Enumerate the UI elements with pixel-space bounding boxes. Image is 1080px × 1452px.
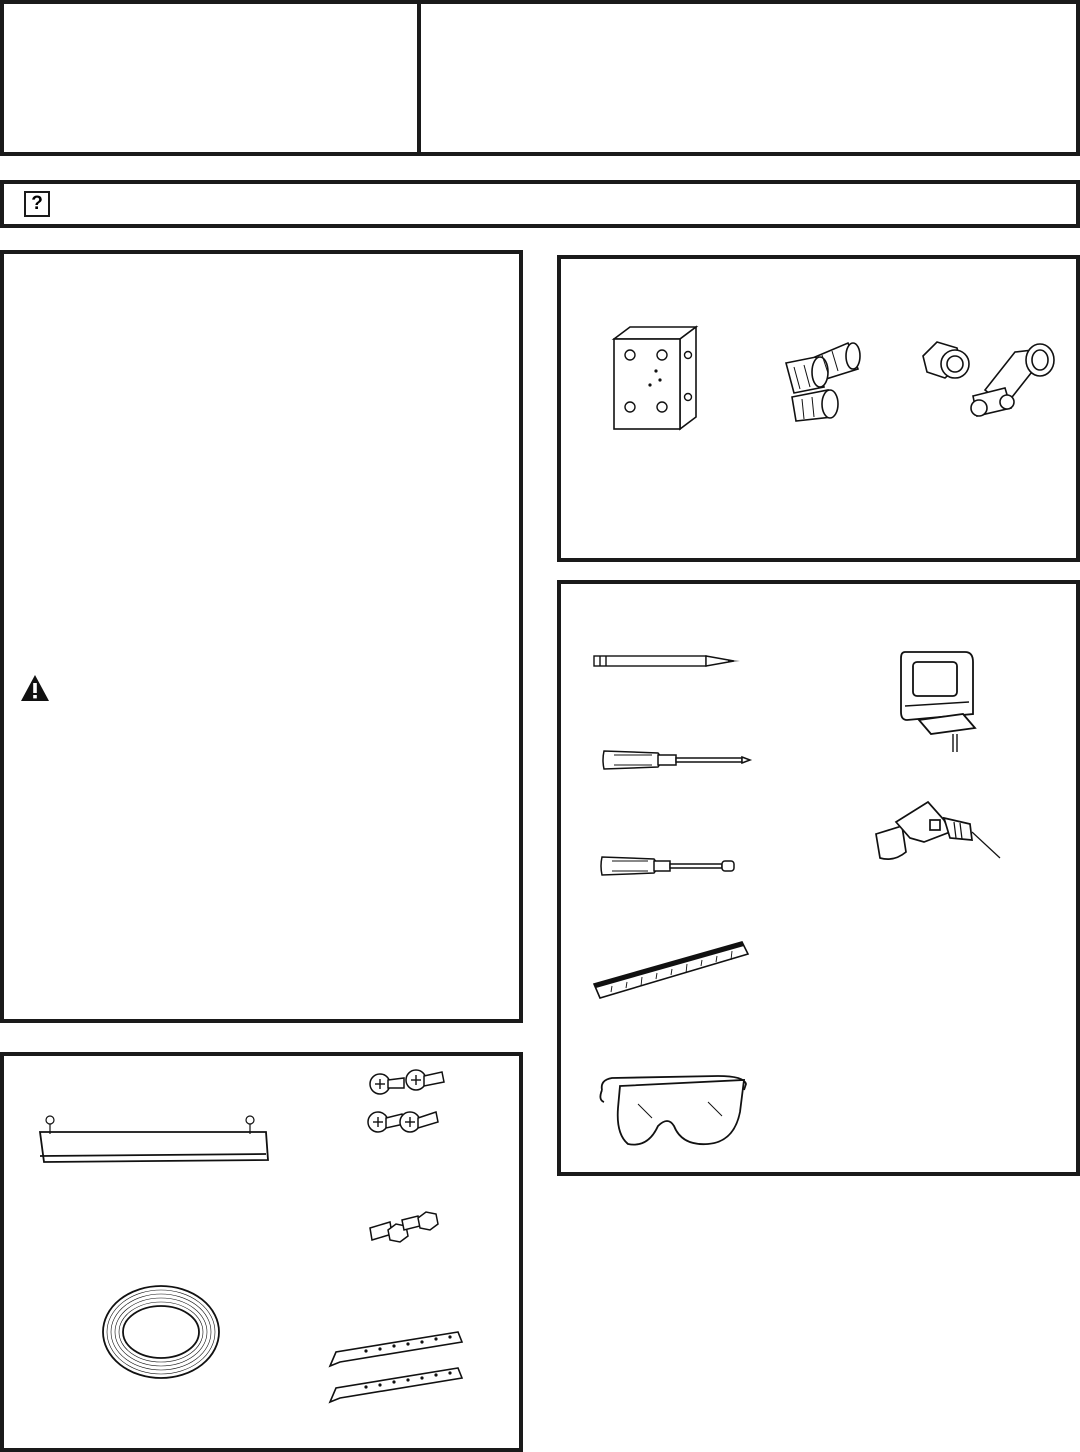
power-drill-icon [870,798,1002,868]
mounting-brackets-icon [326,1330,466,1408]
header-right-box [417,0,1080,156]
phillips-screwdriver-icon [600,747,752,773]
junction-box-icon [610,325,700,435]
header-left-box [0,0,421,156]
conduit-connectors-icon [915,330,1060,425]
nut-driver-icon [598,853,740,879]
ruler-icon [592,940,752,1002]
intro-panel [0,250,523,1023]
wire-nuts-icon [780,335,870,425]
filler-strip-icon [36,1112,272,1168]
tape-roll-icon [100,1283,222,1381]
jigsaw-icon [895,648,985,754]
warning-triangle-icon [20,674,50,702]
question-mark-icon: ? [24,191,50,217]
question-banner [0,180,1080,228]
pencil-icon [592,654,742,668]
phillips-screws-icon [360,1068,450,1140]
safety-glasses-icon [598,1068,750,1152]
hex-bolts-icon [362,1210,438,1252]
